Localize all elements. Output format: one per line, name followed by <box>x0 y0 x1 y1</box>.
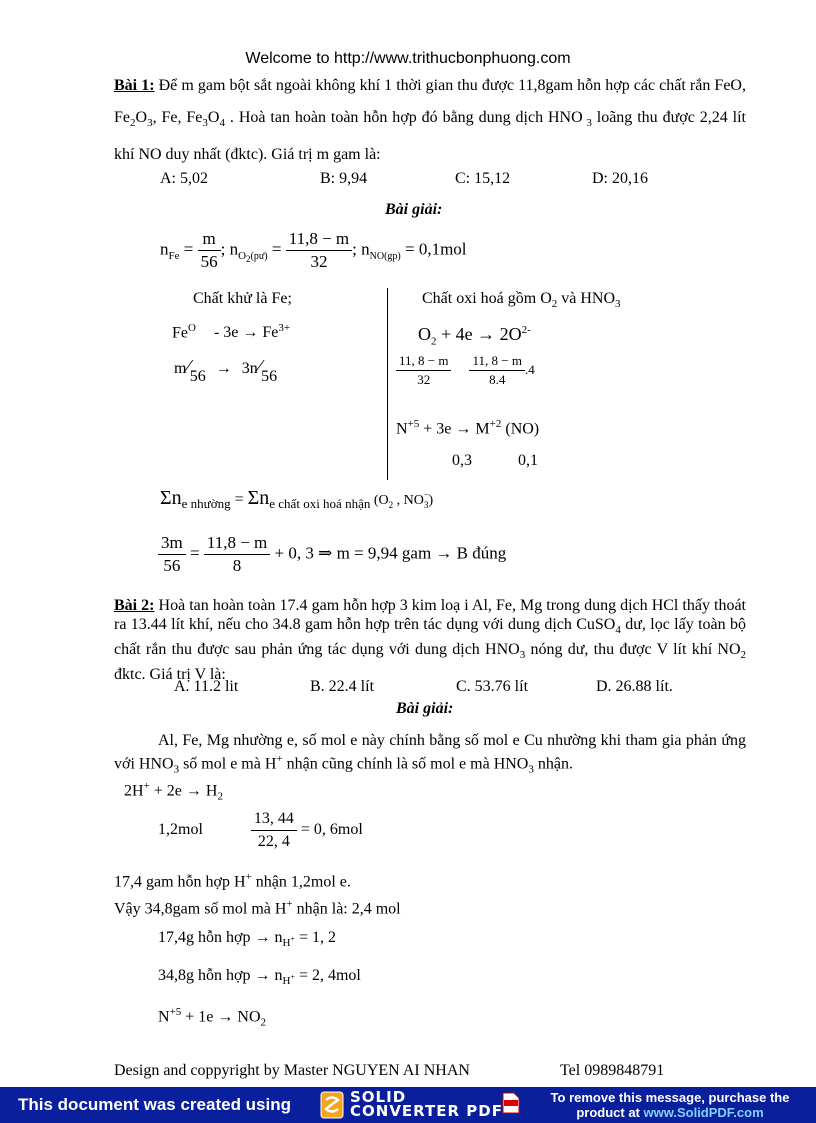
eq-text: 56 <box>261 368 278 385</box>
eq-sup: +5 <box>407 418 420 430</box>
frac-den: 56 <box>163 556 181 575</box>
fraction-118m-84 <box>469 352 524 389</box>
eq-text: = 1, 2 <box>294 929 336 946</box>
eq-text: ; n <box>220 239 239 259</box>
eq-text: (NO) <box>501 420 540 438</box>
eq-text: và HNO <box>557 290 616 307</box>
eq-sub: e nhường <box>181 496 231 512</box>
line-n-no2: $N^{+5} + 1e \to NO_2$ <box>158 1006 267 1029</box>
right-col-v03: 0,3 <box>452 452 472 469</box>
reaction-h2: $2H^+ + 2e \to H_2$ <box>124 780 223 803</box>
eq-sub: Fe <box>168 249 180 262</box>
left-col-title: Chất khử là Fe; <box>193 290 292 307</box>
bai1-text: . Hoà tan hoàn toàn hỗn hợp đó bằng dung dịch HNO <box>224 109 583 126</box>
eq-text: - 3e → Fe <box>213 324 279 342</box>
eq-text: 17,4g hỗn hợp → n <box>158 929 283 946</box>
frac-den: 32 <box>310 252 328 271</box>
bai2-problem: Bài 2: Hoà tan hoàn toàn 17.4 gam hỗn hợp 3 kim loạ i Al, Fe, Mg trong dung dịch HCl thấy thoát ra 13.44 lít khí, nếu cho 34.8 gam hỗn hợp trên tác dụng với dung dịch CuSO$_4$ dư, lọc lấy toàn bộ chất rắn thu được sau phản ứng tác dụng với dung dịch $HNO_3$ nóng dư, thu được V lít khí $NO_2$ đktc. Giá trị V là: <box>114 597 746 684</box>
line-17-4: 17,4 gam hỗn hợp H+ nhận 1,2mol e. <box>114 871 351 891</box>
eq-text: 2H <box>124 782 144 800</box>
fraction-118m-32 <box>286 228 352 273</box>
frac-den: 22, 4 <box>257 833 290 850</box>
solid-logo-icon <box>320 1091 344 1119</box>
logo-converter: CONVERTER PDF <box>350 1102 503 1120</box>
frac-den: 56 <box>200 252 218 271</box>
banner-created-text: This document was created using <box>18 1095 292 1114</box>
eq-sub: (pư) <box>250 250 268 262</box>
frac-num: 11, 8 − m <box>396 352 451 371</box>
eq-text: O <box>418 324 431 344</box>
frac-den: 32 <box>417 372 431 387</box>
frac-den: 8.4 <box>489 372 506 387</box>
bai1-text: O <box>135 109 148 126</box>
bai1-equation-1: $n_{Fe}$ = $\frac{m}{56}$ ; $n_{O_2(pư)}$ = $\frac{11,8 - m}{32}$ ; $n_{NO(gp)} = 0,1mol$ <box>160 229 467 271</box>
eq-sub: O <box>238 249 247 262</box>
bai2-explanation: Al, Fe, Mg nhường e, số mol e này chính bằng số mol e Cu nhường khi tham gia phản ứng với $HNO_3$ số mol e mà H+ nhận cũng chính là số mol e mà $HNO_3$ nhận. <box>114 732 746 776</box>
bai2-option-d: D. 26.88 lít. <box>596 678 673 695</box>
pdf-file-icon <box>502 1092 520 1114</box>
eq-text: ) <box>428 493 434 508</box>
eq-text: + 0, 3 ⇒ m = 9,94 gam → B đúng <box>274 543 507 563</box>
eq-sub: H <box>282 975 291 988</box>
frac-num: 3m <box>158 532 186 555</box>
bai1-label: Bài 1: <box>114 77 155 94</box>
eq-text: , NO <box>393 493 424 508</box>
eq-sup: +5 <box>169 1006 182 1018</box>
eq-text: Σn <box>160 487 182 509</box>
eq-text: n <box>160 239 169 259</box>
right-col-fractions <box>396 352 535 389</box>
eq-sup: +2 <box>489 418 502 430</box>
arrow-icon: → <box>215 360 232 377</box>
bai2-option-b: B. 22.4 lít <box>310 678 375 695</box>
eq-text: 34,8g hỗn hợp → n <box>158 967 283 984</box>
eq-text: = <box>230 491 248 508</box>
eq-text: = 0, 6mol <box>300 821 363 839</box>
eq-text: Chất oxi hoá gồm O <box>422 290 552 307</box>
eq-sub: H <box>282 937 291 950</box>
eq-text: N <box>158 1008 170 1026</box>
eq-text: + 1e → NO <box>181 1008 261 1026</box>
bai1-text: Để m gam bột sắt ngoài không khí 1 thời gian thu được 11,8gam hỗn hợp các chất rắn FeO, Fe <box>114 77 746 126</box>
eq-sup: 2- <box>521 324 531 336</box>
eq-text: 1,2mol <box>158 821 203 839</box>
frac-num: m <box>198 228 221 251</box>
eq-text: nhận là: 2,4 mol <box>292 900 401 918</box>
eq-text: m <box>174 360 187 377</box>
eq-text: Fe <box>172 324 188 342</box>
line-nh-34-8: 34,8g hỗn hợp → $n_{H^+} = 2$, 4mol <box>158 967 361 988</box>
fraction-118m-8 <box>204 532 270 577</box>
bai2-text: nhận cũng chính là số mol e mà HNO <box>282 755 529 773</box>
frac-num: 11, 8 − m <box>469 352 524 371</box>
bai1-text: loãng thu được 2,24 lít khí NO duy nhất (đktc). Giá trị m gam là: <box>114 109 746 164</box>
eq-sup: O <box>188 322 196 334</box>
fraction-118m-32 <box>396 352 451 389</box>
banner-remove-text: To remove this message, purchase the product at <box>550 1090 790 1120</box>
left-col-reaction <box>172 322 290 342</box>
eq-text: ; n <box>352 239 370 259</box>
eq-text: Vậy 34,8gam số mol mà H <box>114 900 287 918</box>
eq-text: 17,4 gam hỗn hợp H <box>114 873 246 891</box>
bai1-problem: Bài 1: Để m gam bột sắt ngoài không khí 1 thời gian thu được 11,8gam hỗn hợp các chất rắn FeO, $Fe_2O_3$, Fe, $Fe_3O_4$ . Hoà tan hoàn toàn hỗn hợp đó bằng dung dịch HNO $_3$ loãng thu được 2,24 lít khí NO duy nhất (đktc). Giá trị m gam là: <box>114 77 746 164</box>
bai1-text: O <box>207 109 220 126</box>
frac-num: 11,8 − m <box>286 228 352 251</box>
bai2-text: nhận. <box>533 755 573 773</box>
right-col-v01: 0,1 <box>518 452 538 469</box>
eq-sub: NO(gp) <box>369 250 401 262</box>
bai1-text: , Fe, Fe <box>152 109 203 126</box>
banner-remove-message <box>535 1090 805 1120</box>
bai1-option-a: A: 5,02 <box>160 170 208 187</box>
bai1-option-d: D: 20,16 <box>592 170 648 187</box>
right-col-reaction-o2: $O_2 + 4e \to 2O^{2-}$ <box>418 324 531 348</box>
eq-text: 56 <box>189 368 206 385</box>
eq-text: N <box>396 420 408 438</box>
bai2-text: số mol e mà H <box>179 755 277 773</box>
page-header: Welcome to http://www.trithucbonphuong.com <box>245 50 571 67</box>
line-34-8: Vậy 34,8gam số mol mà H+ nhận là: 2,4 mol <box>114 898 401 918</box>
bai2-solution-title: Bài giải: <box>396 700 454 717</box>
reaction-h2-moles <box>158 808 363 853</box>
bai1-option-b: B: 9,94 <box>320 170 368 187</box>
bai2-text: đktc. Giá trị V là: <box>114 666 226 684</box>
eq-text: = 2, 4mol <box>294 967 361 984</box>
eq-text: + 3e → M <box>419 420 490 438</box>
solid-converter-logo <box>320 1090 520 1120</box>
fraction-3m-56 <box>158 532 186 577</box>
final-equation: $\frac{3m}{56}$ = $\frac{11,8 - m}{8}$ + 0, 3 ⇒ m = 9,94 gam → B đúng <box>158 532 506 577</box>
bai2-text: Hoà tan hoàn toàn 17.4 gam hỗn hợp 3 kim loạ i Al, Fe, Mg trong dung dịch HCl thấy thoát ra 13.44 lít khí, nếu cho 34.8 gam hỗn hợp trên tác dụng với dung dịch CuSO <box>114 597 746 633</box>
eq-text: .4 <box>524 362 535 378</box>
bai2-text: dư, lọc lấy toàn bộ chất rắn thu được sau phản ứng tác dụng với dung dịch HNO <box>114 616 746 659</box>
eq-text: = 0,1mol <box>405 239 467 259</box>
eq-sub: e chất oxi hoá nhận <box>269 496 371 512</box>
eq-text: + 2e → H <box>149 782 218 800</box>
left-col-moles: m⁄56 → 3n⁄56 <box>174 356 278 385</box>
bai1-solution-title: Bài giải: <box>385 201 443 218</box>
bai2-label: Bài 2: <box>114 597 155 614</box>
fraction-m-56 <box>198 228 221 273</box>
eq-text: (O <box>370 493 389 508</box>
fraction-1344-224 <box>251 808 297 853</box>
eq-text: 3n <box>241 360 258 377</box>
frac-den: 8 <box>232 556 242 575</box>
eq-text: Σn <box>247 487 270 509</box>
bai2-option-a: A. 11.2 lit <box>174 678 239 695</box>
eq-text: nhận 1,2mol e. <box>251 873 351 891</box>
solidpdf-link[interactable]: www.SolidPDF.com <box>643 1105 764 1120</box>
frac-num: 11,8 − m <box>204 532 270 555</box>
sum-equation: $\Sigma n_{e nhường} = \Sigma n_{e chất oxi hoá nhận}$ ($O_2$ , $NO^-_3$) <box>160 487 434 512</box>
bai2-text: nóng dư, thu được V lít khí NO <box>525 641 741 659</box>
bai2-text: Al, Fe, Mg nhường e, số mol e này chính bằng số mol e Cu nhường khi tham gia phản ứng với HNO <box>114 732 746 773</box>
footer-design: Design and coppyright by Master NGUYEN AI NHAN <box>114 1062 470 1079</box>
bai1-option-c: C: 15,12 <box>455 170 511 187</box>
eq-text: + 4e → 2O <box>436 324 522 344</box>
logo-solid: SOLID <box>350 1088 407 1106</box>
eq-sup: 3+ <box>278 322 291 334</box>
right-col-title: Chất oxi hoá gồm $O_2$ và $HNO_3$ <box>422 290 621 311</box>
bai2-option-c: C. 53.76 lít <box>456 678 529 695</box>
frac-num: 13, 44 <box>251 808 297 831</box>
right-col-reaction-n <box>396 418 539 438</box>
line-nh-17-4: 17,4g hỗn hợp → $n_{H^+} = 1$, 2 <box>158 929 336 950</box>
column-divider <box>387 288 388 480</box>
footer-tel: Tel 0989848791 <box>560 1062 665 1079</box>
